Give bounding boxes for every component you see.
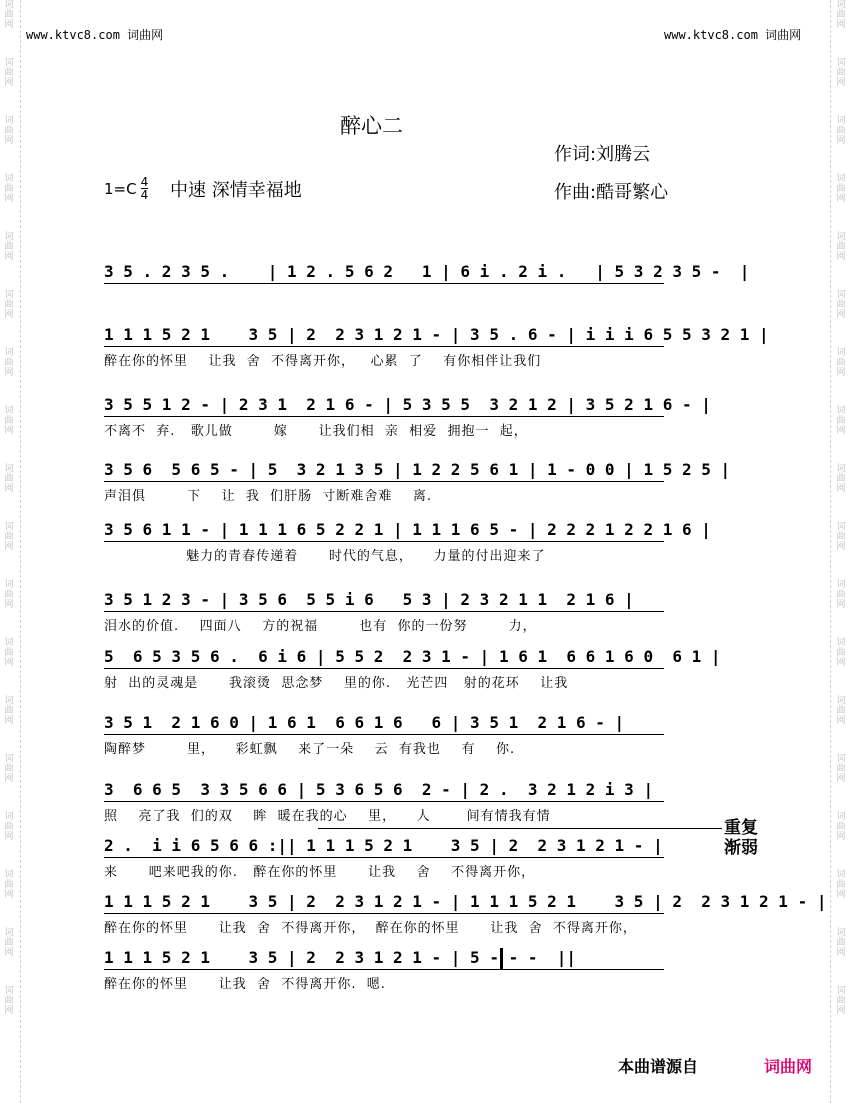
watermark-glyph: 网: [836, 832, 846, 842]
score-row: [104, 780, 653, 826]
watermark-glyph: 词: [4, 812, 14, 822]
watermark-glyph: 网: [4, 658, 14, 668]
watermark-glyph: 词: [4, 290, 14, 300]
lyric-line: 不离不 弃. 歌儿做 嫁 让我们相 亲 相爱 拥抱一 起，: [104, 424, 528, 439]
score-row: [104, 892, 826, 938]
beat-underline: [104, 541, 664, 542]
notation-line: 2 . i i 6 5 6 6 :|| 1 1 1 5 2 1 3 5 | 2 2 3 1 2 1 - |: [104, 836, 663, 855]
watermark-left: [2, 0, 16, 1103]
beat-underline: [104, 969, 664, 970]
score-row: [104, 262, 749, 308]
lyric-line: 照 亮了我 们的双 眸 暖在我的心 里， 人 间有情我有情: [104, 809, 551, 824]
watermark-glyph: 词: [4, 348, 14, 358]
watermark-glyph: 词: [4, 986, 14, 996]
watermark-glyph: 词: [4, 928, 14, 938]
notation-line: 3 5 . 2 3 5 . | 1 2 . 5 6 2 1 | 6 i . 2 i . | 5 3 2 3 5 - |: [104, 262, 750, 281]
watermark-glyph: 曲: [4, 996, 14, 1006]
watermark-glyph: 曲: [4, 938, 14, 948]
watermark-glyph: 曲: [4, 242, 14, 252]
score-row: [104, 948, 576, 994]
watermark-glyph: 词: [836, 696, 846, 706]
watermark-glyph: 网: [4, 774, 14, 784]
watermark-glyph: 网: [4, 484, 14, 494]
watermark-glyph: 词: [836, 464, 846, 474]
lyricist-credit: 作词:刘腾云: [554, 144, 651, 165]
lyric-line: 射 出的灵魂是 我滚烫 思念梦 里的你. 光芒四 射的花环 让我: [104, 676, 569, 691]
meter-top: 4: [140, 175, 149, 189]
watermark-glyph: 词: [4, 0, 14, 10]
time-signature: [141, 176, 149, 201]
watermark-glyph: 词: [836, 522, 846, 532]
repeat-rule: [318, 828, 722, 829]
score-row: [104, 836, 663, 882]
watermark-glyph: 网: [4, 890, 14, 900]
watermark-glyph: 词: [4, 580, 14, 590]
score-row: [104, 590, 634, 636]
footer-source: 本曲谱源自: [618, 1057, 699, 1076]
watermark-glyph: 曲: [4, 474, 14, 484]
watermark-glyph: 网: [4, 78, 14, 88]
watermark-glyph: 曲: [4, 822, 14, 832]
score-row: [104, 713, 624, 759]
watermark-glyph: 网: [4, 426, 14, 436]
lyric-line: 声泪俱 下 让 我 们肝肠 寸断难舍难 离.: [104, 489, 433, 504]
notation-line: 3 5 5 1 2 - | 2 3 1 2 1 6 - | 5 3 5 5 3 2 1 2 | 3 5 2 1 6 - |: [104, 395, 711, 414]
watermark-glyph: 网: [4, 136, 14, 146]
lyric-line: 陶醉梦 里， 彩虹飘 来了一朵 云 有我也 有 你.: [104, 742, 516, 757]
fade-label: 渐弱: [724, 838, 758, 858]
watermark-glyph: 网: [4, 716, 14, 726]
lyric-line: 魅力的青春传递着 时代的气息， 力量的付出迎来了: [104, 549, 546, 564]
watermark-glyph: 网: [4, 832, 14, 842]
watermark-glyph: 曲: [4, 706, 14, 716]
right-margin-rule: [830, 0, 831, 1103]
watermark-glyph: 曲: [836, 590, 846, 600]
watermark-glyph: 词: [836, 638, 846, 648]
watermark-glyph: 曲: [836, 938, 846, 948]
lyric-line: 泪水的价值. 四面八 方的祝福 也有 你的一份努 力，: [104, 619, 537, 634]
watermark-glyph: 网: [836, 948, 846, 958]
notation-line: 3 5 1 2 1 6 0 | 1 6 1 6 6 1 6 6 | 3 5 1 2 1 6 - |: [104, 713, 625, 732]
watermark-glyph: 词: [836, 58, 846, 68]
watermark-glyph: 网: [4, 600, 14, 610]
watermark-glyph: 曲: [4, 300, 14, 310]
watermark-glyph: 网: [836, 890, 846, 900]
watermark-glyph: 曲: [4, 764, 14, 774]
composer-credit: 作曲:酷哥繁心: [554, 182, 669, 203]
beat-underline: [104, 481, 664, 482]
watermark-glyph: 网: [836, 252, 846, 262]
watermark-glyph: 曲: [836, 648, 846, 658]
watermark-glyph: 网: [836, 78, 846, 88]
watermark-glyph: 曲: [4, 358, 14, 368]
watermark-glyph: 曲: [836, 996, 846, 1006]
lyric-line: 醉在你的怀里 让我 舍 不得离开你. 嗯.: [104, 977, 386, 992]
watermark-glyph: 网: [4, 310, 14, 320]
watermark-glyph: 曲: [4, 648, 14, 658]
watermark-glyph: 词: [4, 406, 14, 416]
left-margin-rule: [20, 0, 21, 1103]
notation-line: 3 5 6 5 6 5 - | 5 3 2 1 3 5 | 1 2 2 5 6 1 | 1 - 0 0 | 1 5 2 5 |: [104, 460, 731, 479]
meter-bottom: 4: [140, 188, 149, 202]
notation-line: 5 6 5 3 5 6 . 6 i 6 | 5 5 2 2 3 1 - | 1 6 1 6 6 1 6 0 6 1 |: [104, 647, 721, 666]
watermark-glyph: 网: [836, 484, 846, 494]
final-barline: [500, 948, 503, 970]
watermark-glyph: 曲: [836, 10, 846, 20]
lyric-line: 醉在你的怀里 让我 舍 不得离开你， 醉在你的怀里 让我 舍 不得离开你，: [104, 921, 637, 936]
beat-underline: [104, 913, 664, 914]
watermark-glyph: 词: [836, 174, 846, 184]
watermark-glyph: 网: [4, 542, 14, 552]
lyric-line: 醉在你的怀里 让我 舍 不得离开你， 心累 了 有你相伴让我们: [104, 354, 542, 369]
song-title: 醉心二: [340, 114, 403, 138]
watermark-glyph: 词: [4, 638, 14, 648]
watermark-glyph: 曲: [836, 68, 846, 78]
beat-underline: [104, 668, 664, 669]
lyric-line: 来 吧来吧我的你. 醉在你的怀里 让我 舍 不得离开你，: [104, 865, 536, 880]
repeat-label: 重复: [724, 818, 758, 838]
watermark-glyph: 词: [836, 290, 846, 300]
watermark-right: [834, 0, 848, 1103]
notation-line: 3 5 6 1 1 - | 1 1 1 6 5 2 2 1 | 1 1 1 6 5 - | 2 2 2 1 2 2 1 6 |: [104, 520, 711, 539]
watermark-glyph: 词: [836, 116, 846, 126]
score-row: [104, 325, 769, 371]
watermark-glyph: 曲: [836, 474, 846, 484]
watermark-glyph: 网: [836, 426, 846, 436]
watermark-glyph: 网: [4, 1006, 14, 1016]
key-label: 1=C: [104, 179, 137, 198]
side-note: [724, 818, 758, 858]
watermark-glyph: 网: [836, 194, 846, 204]
notation-line: 3 6 6 5 3 3 5 6 6 | 5 3 6 5 6 2 - | 2 . 3 2 1 2 i 3 |: [104, 780, 654, 799]
watermark-glyph: 曲: [836, 764, 846, 774]
watermark-glyph: 网: [836, 1006, 846, 1016]
score-row: [104, 460, 730, 506]
watermark-glyph: 曲: [836, 822, 846, 832]
watermark-glyph: 曲: [836, 880, 846, 890]
score-row: [104, 647, 721, 693]
watermark-glyph: 曲: [836, 416, 846, 426]
header-site-right[interactable]: www.ktvc8.com 词曲网: [664, 28, 802, 42]
score-row: [104, 520, 711, 566]
watermark-glyph: 网: [836, 658, 846, 668]
watermark-glyph: 曲: [4, 10, 14, 20]
watermark-glyph: 曲: [4, 590, 14, 600]
watermark-glyph: 曲: [836, 532, 846, 542]
watermark-glyph: 词: [4, 232, 14, 242]
watermark-glyph: 词: [836, 406, 846, 416]
watermark-glyph: 词: [836, 348, 846, 358]
beat-underline: [104, 283, 664, 284]
watermark-glyph: 网: [836, 716, 846, 726]
watermark-glyph: 词: [4, 870, 14, 880]
beat-underline: [104, 734, 664, 735]
watermark-glyph: 网: [836, 310, 846, 320]
watermark-glyph: 曲: [4, 880, 14, 890]
watermark-glyph: 曲: [4, 416, 14, 426]
watermark-glyph: 网: [836, 600, 846, 610]
watermark-glyph: 网: [4, 20, 14, 30]
watermark-glyph: 曲: [836, 300, 846, 310]
notation-line: 3 5 1 2 3 - | 3 5 6 5 5 i 6 5 3 | 2 3 2 1 1 2 1 6 |: [104, 590, 634, 609]
beat-underline: [104, 416, 664, 417]
watermark-glyph: 网: [836, 368, 846, 378]
watermark-glyph: 曲: [836, 706, 846, 716]
watermark-glyph: 网: [4, 368, 14, 378]
watermark-glyph: 曲: [836, 184, 846, 194]
header-site-left[interactable]: www.ktvc8.com 词曲网: [26, 28, 164, 42]
watermark-glyph: 词: [4, 116, 14, 126]
watermark-glyph: 网: [836, 20, 846, 30]
notation-line: 1 1 1 5 2 1 3 5 | 2 2 3 1 2 1 - | 3 5 . 6 - | i i i 6 5 5 3 2 1 |: [104, 325, 769, 344]
watermark-glyph: 网: [4, 194, 14, 204]
notation-line: 1 1 1 5 2 1 3 5 | 2 2 3 1 2 1 - | 5 - - - ||: [104, 948, 577, 967]
watermark-glyph: 网: [836, 774, 846, 784]
tempo-marking: 中速 深情幸福地: [170, 180, 302, 201]
beat-underline: [104, 611, 664, 612]
watermark-glyph: 词: [836, 870, 846, 880]
watermark-glyph: 网: [4, 948, 14, 958]
watermark-glyph: 词: [836, 928, 846, 938]
watermark-glyph: 词: [4, 464, 14, 474]
watermark-glyph: 曲: [836, 358, 846, 368]
beat-underline: [104, 346, 664, 347]
watermark-glyph: 网: [4, 252, 14, 262]
watermark-glyph: 曲: [4, 532, 14, 542]
watermark-glyph: 曲: [836, 126, 846, 136]
watermark-glyph: 词: [836, 232, 846, 242]
score-row: [104, 395, 711, 441]
watermark-glyph: 词: [836, 754, 846, 764]
notation-line: 1 1 1 5 2 1 3 5 | 2 2 3 1 2 1 - | 1 1 1 5 2 1 3 5 | 2 2 3 1 2 1 - |: [104, 892, 827, 911]
watermark-glyph: 网: [836, 542, 846, 552]
watermark-glyph: 曲: [4, 184, 14, 194]
watermark-glyph: 网: [836, 136, 846, 146]
beat-underline: [104, 801, 664, 802]
watermark-glyph: 词: [836, 0, 846, 10]
watermark-glyph: 词: [836, 812, 846, 822]
watermark-glyph: 词: [4, 754, 14, 764]
beat-underline: [104, 857, 664, 858]
key-signature: [104, 176, 156, 201]
watermark-glyph: 词: [4, 522, 14, 532]
watermark-glyph: 词: [4, 174, 14, 184]
watermark-glyph: 词: [836, 580, 846, 590]
watermark-glyph: 词: [836, 986, 846, 996]
watermark-glyph: 曲: [4, 68, 14, 78]
watermark-glyph: 曲: [836, 242, 846, 252]
footer-site-link[interactable]: 词曲网: [764, 1057, 813, 1076]
watermark-glyph: 词: [4, 696, 14, 706]
lyric-line: [104, 290, 749, 308]
watermark-glyph: 词: [4, 58, 14, 68]
watermark-glyph: 曲: [4, 126, 14, 136]
